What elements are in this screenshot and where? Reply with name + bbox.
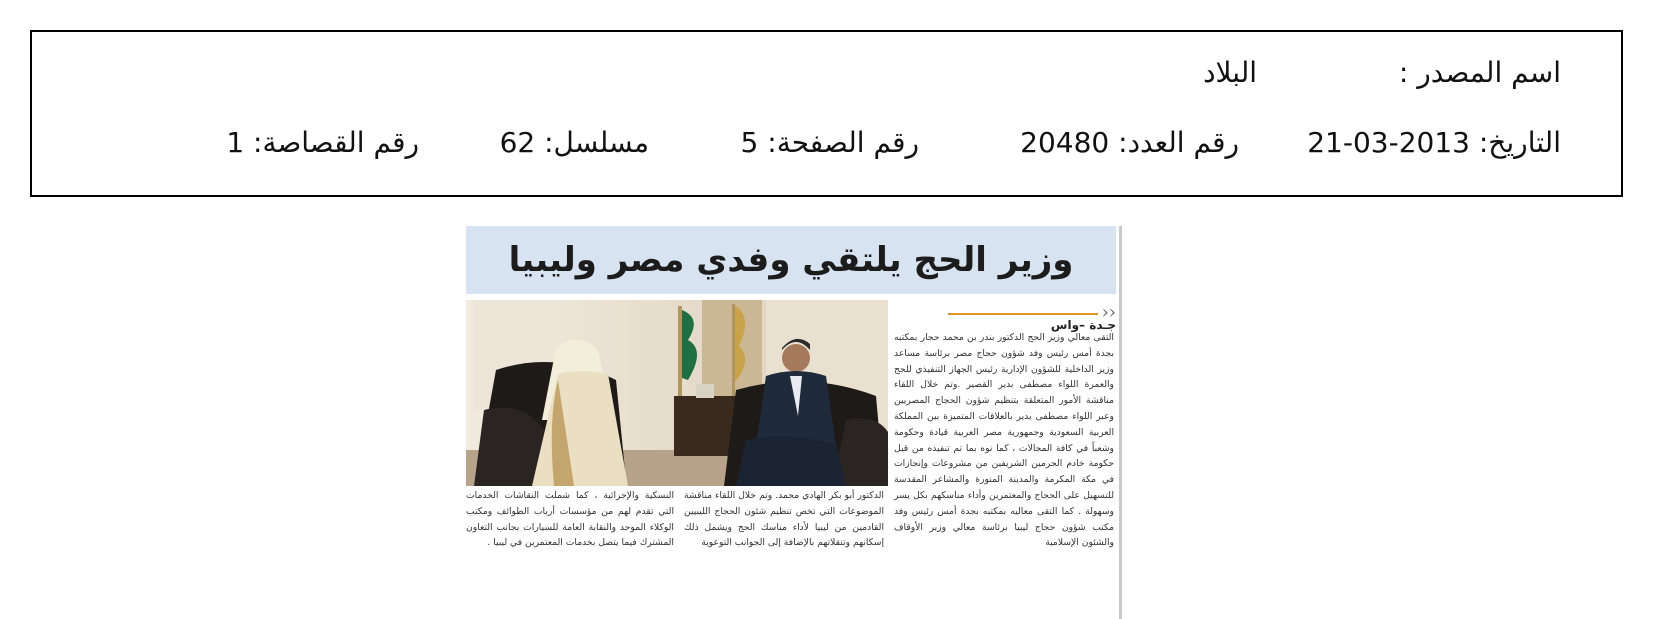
issue-value: 20480: [1020, 126, 1110, 159]
date-label: التاريخ:: [1478, 126, 1561, 159]
article-text-right: التقى معالي وزير الحج الدكتور بندر بن محمد حجار بمكتبه بجدة أمس رئيس وفد شؤون حجاج مصر برئاسة مساعد وزير الداخلية للشؤون الإدارية رئيس الجهاز التنفيذي للحج والعمرة اللواء مصطفى بدير القصير .وتم خلال اللقاء مناقشة الأمور المتعلقة بتنظيم شؤون الحجاج المصريين وعبر اللواء مصطفى بدير بالعلاقات المتميزة بين المملكة العربية السعودية وجمهورية مصر العربية قيادة وحكومة وشعباً في كافة المجالات ، كما نوه بما تم تنفيذه من قبل حكومة خادم الحرمين الشريفين من مشروعات وإنجازات في مكة المكرمة والمدينة المنورة والمشاعر المقدسة للتسهيل على الحجاج والمعتمرين وأداء مناسكهم بكل يسر وسهولة . كما التقى معاليه بمكتبه بجدة أمس رئيس وفد مكتب شؤون حجاج ليبيا برئاسة معالي وزير الأوقاف والشئون الإسلامية: [894, 332, 1114, 549]
headline-banner: [466, 226, 1116, 294]
newspaper-clipping: [466, 226, 1122, 619]
clip-number-label: رقم القصاصة:: [253, 126, 419, 159]
article-text-middle: الدكتور أبو بكر الهادي محمد. وتم خلال اللقاء مناقشة الموضوعات التي تخص تنظيم شئون الحجاج الليبيين القادمين من ليبيا لأداء مناسك الحج ويشمل ذلك إسكانهم وتنقلاتهم بالإضافة إلى الجوانب التوعوية: [684, 490, 884, 549]
source-value: البلاد: [1203, 56, 1257, 89]
source-label: اسم المصدر :: [1398, 56, 1561, 89]
byline-divider: [948, 313, 1098, 315]
serial-label: مسلسل:: [544, 126, 649, 159]
date-field: [1307, 126, 1561, 159]
article-text-left: النسكية والإجرائية ، كما شملت النقاشات الخدمات التي تقدم لهم من مؤسسات أرباب الطوائف ومكتب الوكلاء الموحد والنقابة العامة للسيارات بجانب التعاون المشترك فيما يتصل بخدمات المعتمرين في ليبيا .: [466, 490, 674, 549]
article-headline: وزير الحج يلتقي وفدي مصر وليبيا: [508, 240, 1074, 280]
page-value: 5: [740, 126, 759, 159]
article-column-right: [894, 330, 1114, 618]
quote-glyph: ‹‹: [1101, 302, 1116, 323]
serial-field: [500, 126, 649, 159]
article-column-middle: [684, 488, 884, 618]
article-photo: [466, 300, 888, 486]
article-dateline: جـدة –واس: [1050, 318, 1116, 332]
issue-label: رقم العدد:: [1118, 126, 1239, 159]
meeting-photo-illustration: [466, 300, 888, 486]
clip-number-value: 1: [226, 126, 245, 159]
issue-field: [1020, 126, 1239, 159]
date-value: 2013-03-21: [1307, 126, 1470, 159]
byline-area: [894, 302, 1120, 330]
article-column-left: [466, 488, 674, 618]
page-field: [741, 126, 919, 159]
serial-value: 62: [499, 126, 536, 159]
clip-number-field: [226, 126, 419, 159]
page-label: رقم الصفحة:: [767, 126, 919, 159]
clipping-metadata-box: [30, 30, 1623, 197]
